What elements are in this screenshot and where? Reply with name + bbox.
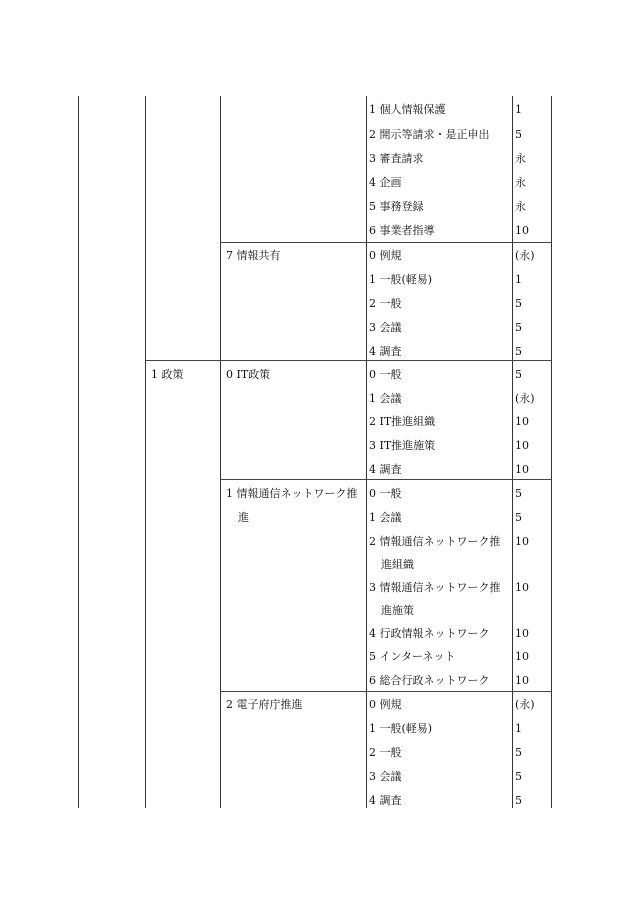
table-cell-col-c: 0 一般	[369, 368, 402, 381]
table-cell-col-c: 0 一般	[369, 487, 402, 500]
table-cell-col-d: 10	[515, 439, 529, 452]
table-cell-col-c: 6 総合行政ネットワーク	[369, 674, 490, 687]
table-cell-col-b: 進	[238, 511, 249, 524]
table-cell-col-c: 1 会議	[369, 392, 402, 405]
table-cell-col-d: 10	[515, 674, 529, 687]
table-cell-col-d: 5	[515, 770, 522, 783]
column-rule-1	[145, 96, 146, 808]
table-cell-col-d: (永)	[515, 392, 535, 405]
table-cell-col-c: 2 一般	[369, 746, 402, 759]
table-cell-col-a: 1 政策	[151, 368, 184, 381]
table-cell-col-d: 10	[515, 463, 529, 476]
table-cell-col-c: 5 事務登録	[369, 200, 424, 213]
table-cell-col-c: 4 調査	[369, 794, 402, 807]
table-cell-col-d: 10	[515, 650, 529, 663]
table-cell-col-c: 3 会議	[369, 321, 402, 334]
table-cell-col-d: 5	[515, 511, 522, 524]
table-cell-col-d: 10	[515, 224, 529, 237]
table-border-left	[78, 96, 79, 808]
table-cell-col-d: 1	[515, 273, 522, 286]
table-cell-col-c: 4 行政情報ネットワーク	[369, 627, 490, 640]
table-cell-col-d: 5	[515, 746, 522, 759]
table-cell-col-c: 2 一般	[369, 297, 402, 310]
table-cell-col-d: 10	[515, 415, 529, 428]
table-cell-col-c: 進組織	[381, 558, 414, 571]
table-cell-col-d: 永	[515, 176, 526, 189]
table-cell-col-d: 5	[515, 321, 522, 334]
table-cell-col-d: 10	[515, 581, 529, 594]
table-cell-col-d: 永	[515, 152, 526, 165]
table-cell-col-c: 2 IT推進組織	[369, 415, 436, 428]
table-cell-col-d: 10	[515, 535, 529, 548]
table-cell-col-c: 進施策	[381, 604, 414, 617]
table-cell-col-c: 0 例規	[369, 249, 402, 262]
group-rule-e-government	[220, 691, 551, 692]
group-rule-policy	[145, 360, 551, 361]
table-cell-col-d: (永)	[515, 698, 535, 711]
table-cell-col-c: 4 調査	[369, 345, 402, 358]
table-cell-col-c: 3 審査請求	[369, 152, 424, 165]
table-cell-col-d: (永)	[515, 249, 535, 262]
table-cell-col-b: 2 電子府庁推進	[226, 698, 303, 711]
column-rule-2	[220, 96, 221, 808]
table-cell-col-c: 3 会議	[369, 770, 402, 783]
table-cell-col-d: 5	[515, 487, 522, 500]
table-cell-col-d: 5	[515, 794, 522, 807]
table-cell-col-c: 2 情報通信ネットワーク推	[369, 535, 501, 548]
column-rule-4	[512, 96, 513, 808]
table-cell-col-d: 5	[515, 368, 522, 381]
table-cell-col-c: 1 一般(軽易)	[369, 273, 433, 286]
table-cell-col-b: 1 情報通信ネットワーク推	[226, 487, 358, 500]
table-cell-col-d: 5	[515, 297, 522, 310]
table-cell-col-c: 6 事業者指導	[369, 224, 435, 237]
group-rule-info-sharing	[220, 242, 551, 243]
table-cell-col-d: 5	[515, 128, 522, 141]
table-cell-col-d: 永	[515, 200, 526, 213]
group-rule-network	[220, 479, 551, 480]
table-cell-col-c: 1 個人情報保護	[369, 103, 446, 116]
table-cell-col-c: 4 調査	[369, 463, 402, 476]
table-cell-col-c: 3 情報通信ネットワーク推	[369, 581, 501, 594]
table-cell-col-d: 10	[515, 627, 529, 640]
table-cell-col-c: 5 インターネット	[369, 650, 456, 663]
table-cell-col-b: 0 IT政策	[226, 368, 271, 381]
table-cell-col-c: 3 IT推進施策	[369, 439, 436, 452]
table-cell-col-d: 1	[515, 722, 522, 735]
table-cell-col-d: 1	[515, 103, 522, 116]
table-border-right	[551, 96, 552, 808]
table-cell-col-c: 4 企画	[369, 176, 402, 189]
column-rule-3	[366, 96, 367, 808]
table-cell-col-d: 5	[515, 345, 522, 358]
table-cell-col-c: 2 開示等請求・是正申出	[369, 128, 490, 141]
table-cell-col-c: 0 例規	[369, 698, 402, 711]
table-cell-col-c: 1 一般(軽易)	[369, 722, 433, 735]
table-cell-col-b: 7 情報共有	[226, 249, 281, 262]
table-cell-col-c: 1 会議	[369, 511, 402, 524]
